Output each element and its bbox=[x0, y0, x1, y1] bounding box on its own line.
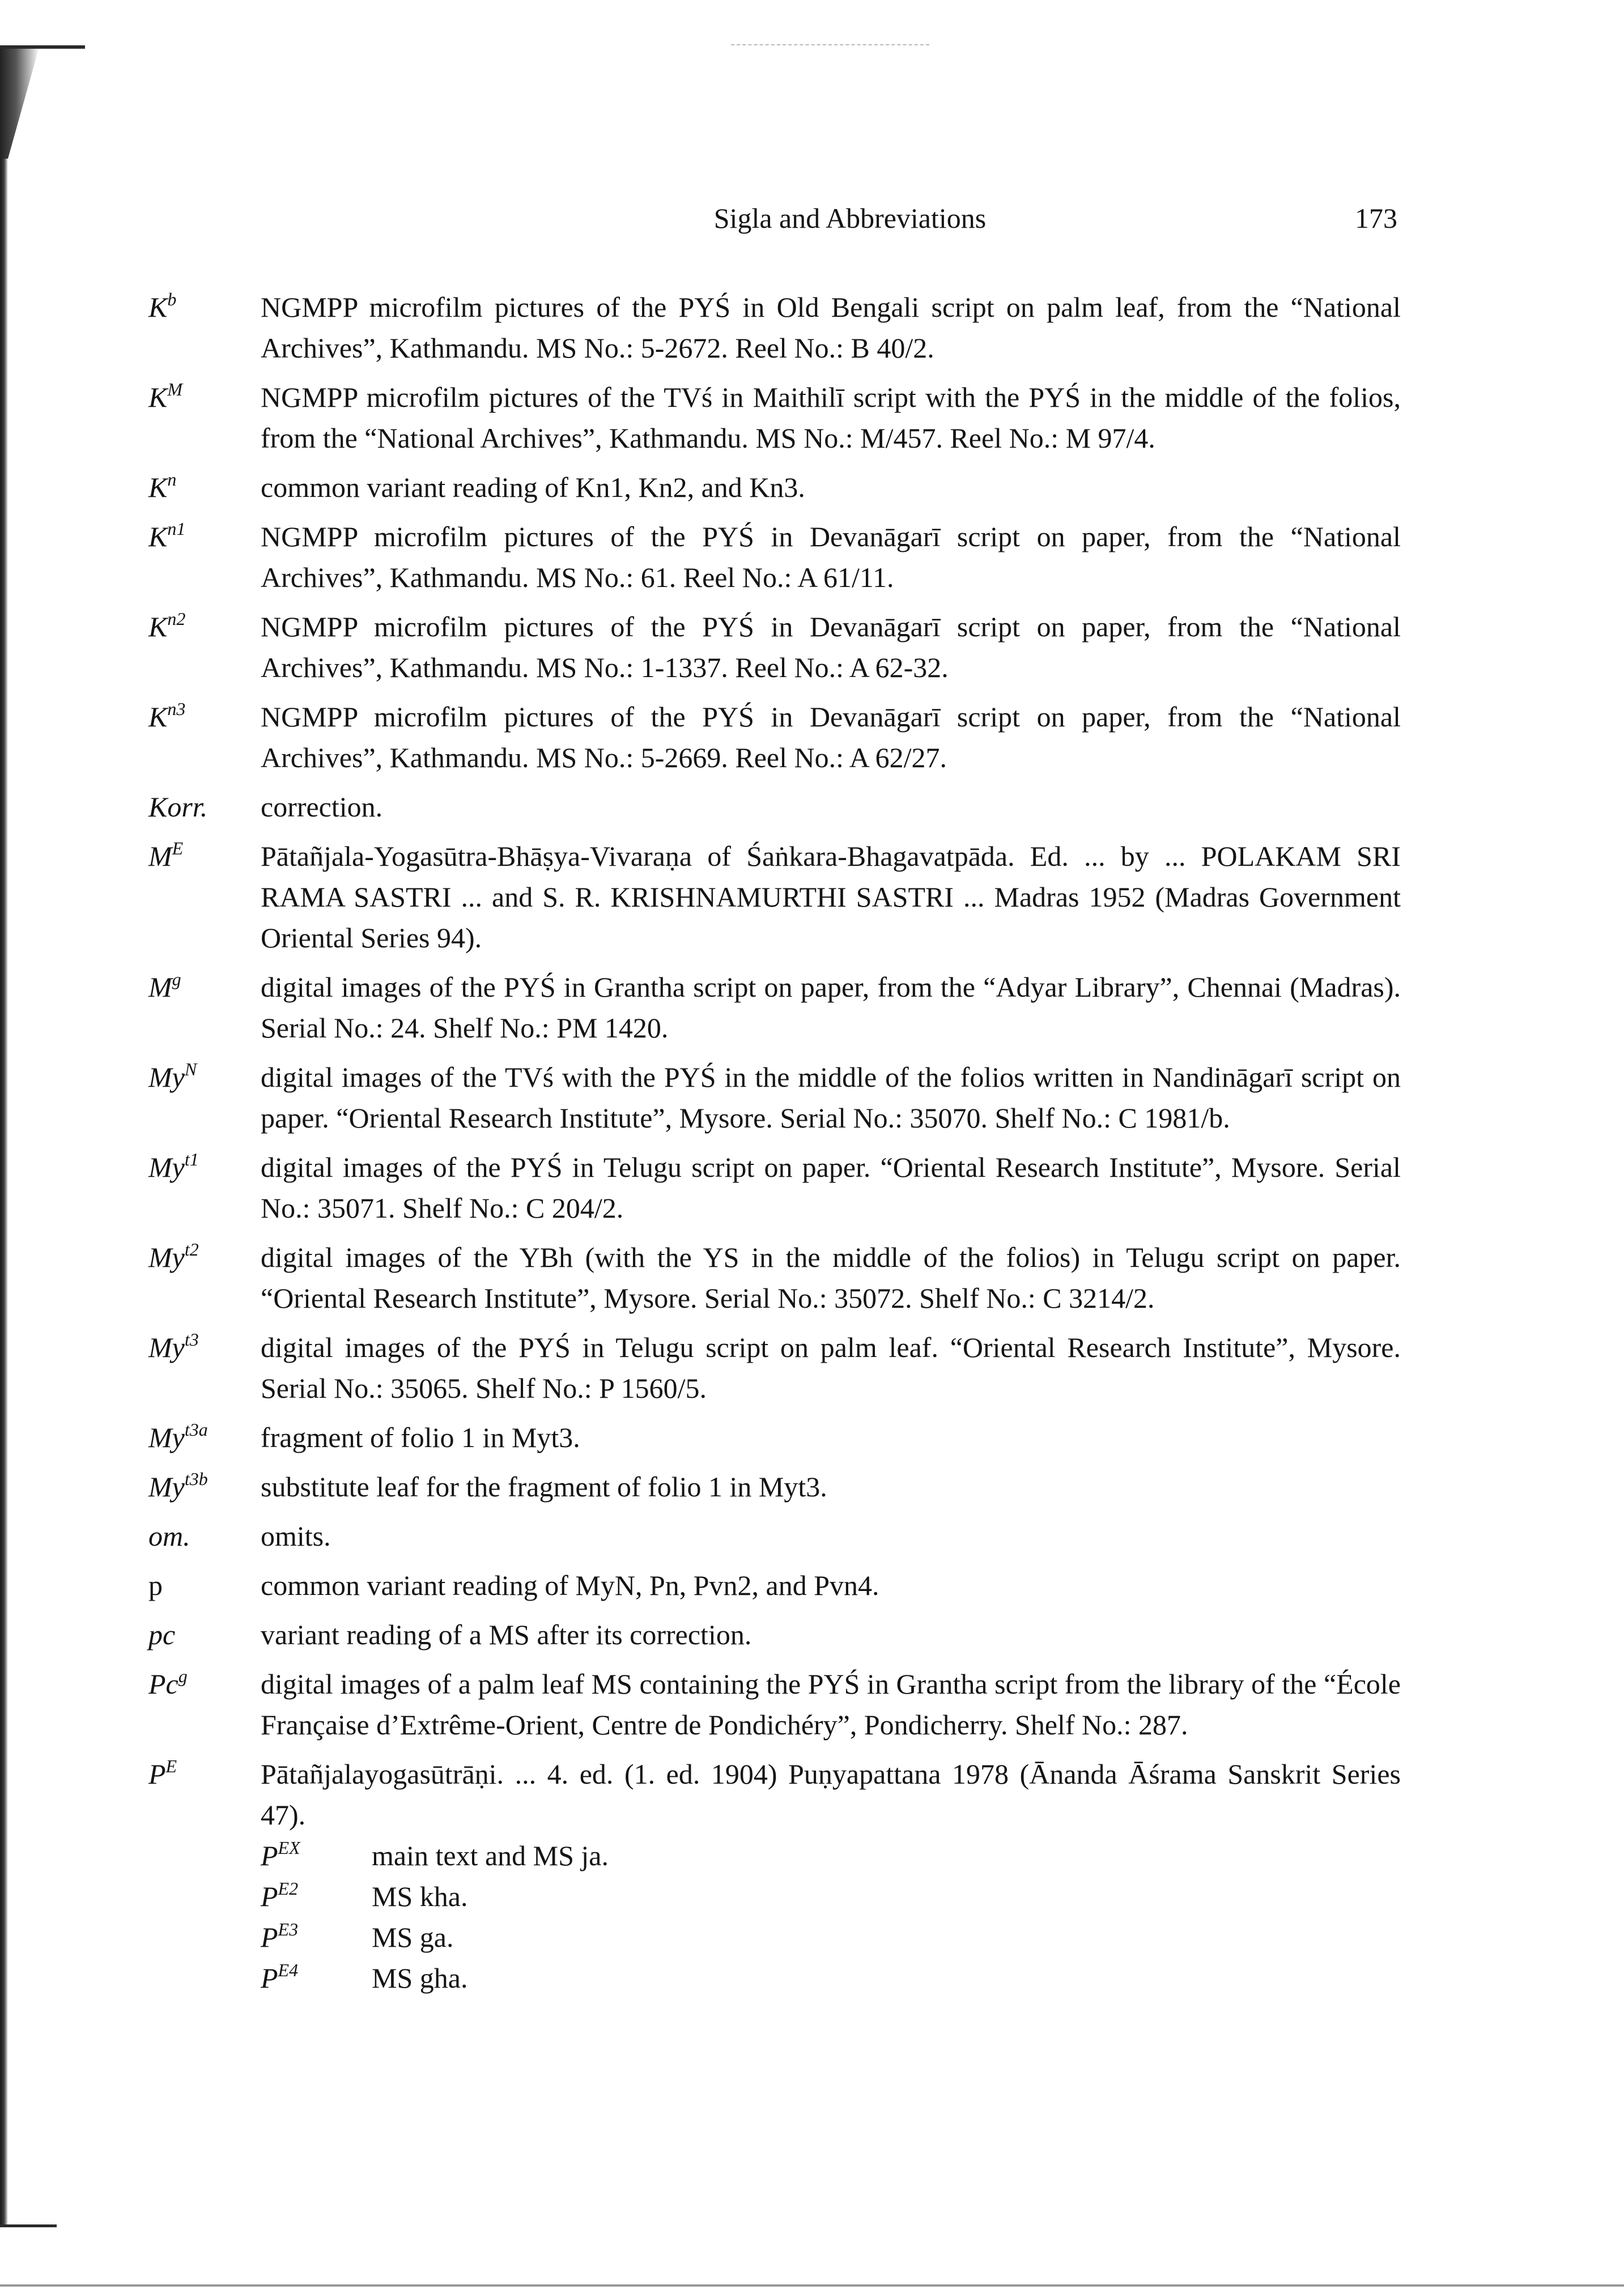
siglum: Korr. bbox=[148, 791, 208, 823]
sigla-entry bbox=[148, 1466, 1401, 1507]
sigla-entry bbox=[148, 836, 1401, 958]
siglum: $M^g$ bbox=[148, 969, 181, 1003]
siglum-description: digital images of a palm leaf MS containing the PYŚ in Grantha script from the library of the “École Française d’Extrême-Orient, Centre de Pondichéry”, Pondicherry. Shelf No.: 287. bbox=[261, 1668, 1401, 1741]
siglum-description: digital images of the PYŚ in Telugu script on palm leaf. “Oriental Research Institute”, Mysore. Serial No.: 35065. Shelf No.: P 1560/5. bbox=[261, 1331, 1401, 1404]
sigla-entry bbox=[148, 1057, 1401, 1138]
siglum-description: NGMPP microfilm pictures of the PYŚ in Devanāgarī script on paper, from the “National Archives”, Kathmandu. MS No.: 1-1337. Reel No.: A 62-32. bbox=[261, 611, 1401, 683]
siglum-description: NGMPP microfilm pictures of the PYŚ in Old Bengali script on palm leaf, from the “National Archives”, Kathmandu. MS No.: 5-2672. Reel No.: B 40/2. bbox=[261, 291, 1401, 364]
siglum: $My^{t2}$ bbox=[148, 1239, 199, 1273]
siglum: om. bbox=[148, 1520, 190, 1552]
scan-smudge bbox=[731, 44, 929, 47]
sub-siglum-description: main text and MS ja. bbox=[372, 1840, 609, 1871]
sub-sigla-entry bbox=[261, 1835, 1401, 1876]
sigla-entry bbox=[148, 1147, 1401, 1228]
siglum-description: NGMPP microfilm pictures of the TVś in Maithilī script with the PYŚ in the middle of the folios, from the “National Archives”, Kathmandu. MS No.: M/457. Reel No.: M 97/4. bbox=[261, 381, 1401, 454]
sub-siglum-description: MS ga. bbox=[372, 1921, 454, 1953]
siglum: $My^{t1}$ bbox=[148, 1149, 199, 1183]
siglum: $My^{t3b}$ bbox=[148, 1469, 208, 1503]
siglum: $K^n$ bbox=[148, 469, 177, 503]
siglum-description: common variant reading of Kn1, Kn2, and Kn3. bbox=[261, 471, 805, 503]
sigla-entry bbox=[148, 467, 1401, 508]
sigla-entry bbox=[148, 606, 1401, 688]
siglum: $K^{n2}$ bbox=[148, 609, 186, 643]
sigla-entry bbox=[148, 1614, 1401, 1655]
siglum: $My^{t3}$ bbox=[148, 1329, 199, 1363]
siglum-description-text: Pātañjalayogasūtrāṇi. ... 4. ed. (1. ed. 1904) Puṇyapattana 1978 (Ānanda Āśrama Sanskrit Series 47). bbox=[261, 1758, 1401, 1831]
siglum: $K^{n3}$ bbox=[148, 699, 186, 733]
scan-binding-edge bbox=[0, 45, 8, 2227]
siglum: $P^E$ bbox=[148, 1756, 177, 1790]
sigla-entry bbox=[148, 1327, 1401, 1409]
page-number: 173 bbox=[1355, 202, 1397, 234]
siglum-description: NGMPP microfilm pictures of the PYŚ in Devanāgarī script on paper, from the “National Archives”, Kathmandu. MS No.: 5-2669. Reel No.: A 62/27. bbox=[261, 701, 1401, 773]
siglum: $K^b$ bbox=[148, 289, 177, 323]
sigla-entry bbox=[148, 1664, 1401, 1745]
siglum-description: variant reading of a MS after its correction. bbox=[261, 1619, 752, 1650]
siglum-description: NGMPP microfilm pictures of the PYŚ in Devanāgarī script on paper, from the “National Archives”, Kathmandu. MS No.: 61. Reel No.: A 61/11. bbox=[261, 521, 1401, 593]
scan-binding-shadow bbox=[0, 45, 40, 159]
scan-edge-top-mark bbox=[0, 45, 85, 49]
siglum-description: digital images of the TVś with the PYŚ in the middle of the folios written in Nandināgarī script on paper. “Oriental Research Institute”, Mysore. Serial No.: 35070. Shelf No.: C 1981/b. bbox=[261, 1061, 1401, 1134]
sub-sigla-entry bbox=[261, 1917, 1401, 1958]
scan-bottom-edge bbox=[0, 2285, 1624, 2287]
siglum: $K^M$ bbox=[148, 379, 183, 413]
sigla-entry bbox=[148, 1516, 1401, 1556]
sub-siglum: $P^{EX}$ bbox=[261, 1837, 300, 1871]
sigla-entry bbox=[148, 377, 1401, 458]
sigla-entry bbox=[148, 696, 1401, 778]
siglum: $My^N$ bbox=[148, 1059, 197, 1093]
siglum: Pc$^g$ bbox=[148, 1666, 188, 1700]
siglum-description: correction. bbox=[261, 791, 383, 823]
sigla-entry bbox=[148, 1754, 1401, 1998]
siglum: $My^{t3a}$ bbox=[148, 1419, 208, 1453]
siglum-description: omits. bbox=[261, 1520, 331, 1552]
sub-siglum: $P^{E2}$ bbox=[261, 1878, 299, 1912]
sigla-entry bbox=[148, 1237, 1401, 1318]
sigla-list bbox=[148, 287, 1401, 2007]
siglum-description: digital images of the YBh (with the YS in the middle of the folios) in Telugu script on paper. “Oriental Research Institute”, Mysore. Serial No.: 35072. Shelf No.: C 3214/2. bbox=[261, 1241, 1401, 1314]
siglum: pc bbox=[148, 1619, 176, 1650]
scan-edge-bottom-mark bbox=[0, 2224, 57, 2227]
siglum-description: substitute leaf for the fragment of folio 1 in Myt3. bbox=[261, 1471, 827, 1503]
siglum: $K^{n1}$ bbox=[148, 518, 186, 552]
sigla-entry bbox=[148, 1417, 1401, 1458]
sigla-entry bbox=[148, 967, 1401, 1048]
sigla-entry bbox=[148, 1565, 1401, 1606]
siglum-description: fragment of folio 1 in Myt3. bbox=[261, 1422, 580, 1453]
siglum-description: common variant reading of MyN, Pn, Pvn2, and Pvn4. bbox=[261, 1569, 879, 1601]
sub-siglum-description: MS kha. bbox=[372, 1881, 468, 1912]
sigla-entry bbox=[148, 287, 1401, 368]
sub-siglum: $P^{E4}$ bbox=[261, 1960, 299, 1994]
siglum-description: digital images of the PYŚ in Telugu script on paper. “Oriental Research Institute”, Mysore. Serial No.: 35071. Shelf No.: C 204/2. bbox=[261, 1151, 1401, 1224]
sub-sigla-entry bbox=[261, 1876, 1401, 1917]
sub-siglum: $P^{E3}$ bbox=[261, 1919, 299, 1953]
sub-sigla-entry bbox=[261, 1958, 1401, 1998]
sigla-entry bbox=[148, 516, 1401, 598]
siglum: $M^E$ bbox=[148, 838, 184, 872]
sigla-entry bbox=[148, 786, 1401, 827]
sub-siglum-description: MS gha. bbox=[372, 1962, 468, 1994]
running-head: Sigla and Abbreviations bbox=[713, 202, 987, 234]
siglum-description: digital images of the PYŚ in Grantha script on paper, from the “Adyar Library”, Chennai (Madras). Serial No.: 24. Shelf No.: PM 1420. bbox=[261, 971, 1401, 1044]
siglum-description: Pātañjala-Yogasūtra-Bhāṣya-Vivaraṇa of Śaṅkara-Bhagavatpāda. Ed. ... by ... POLAKAM SRI RAMA SASTRI ... and S. R. KRISHNAMURTHI SASTRI ... Madras 1952 (Madras Government Oriental Series 94). bbox=[261, 840, 1401, 954]
sub-sigla-list bbox=[261, 1835, 1401, 1998]
siglum-description bbox=[261, 1754, 1401, 1998]
siglum: p bbox=[148, 1569, 163, 1601]
